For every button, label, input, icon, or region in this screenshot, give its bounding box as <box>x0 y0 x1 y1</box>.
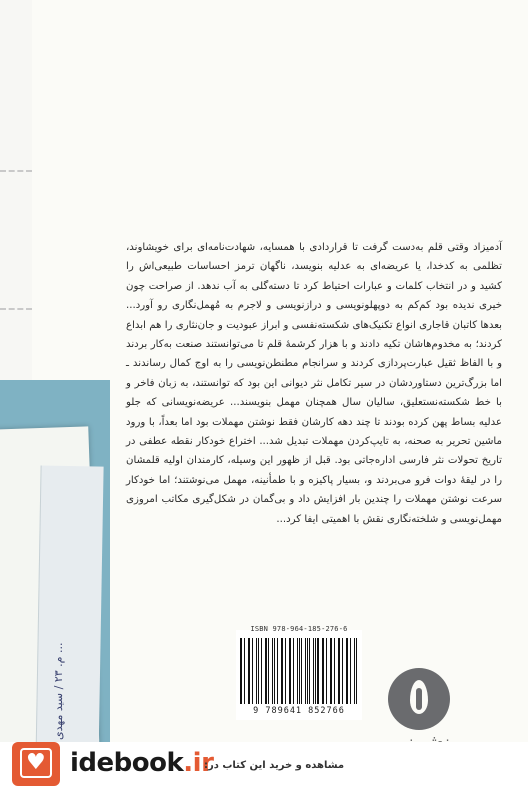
barcode-bar <box>244 638 245 704</box>
barcode-bar <box>272 638 273 704</box>
site-tld: .ir <box>183 748 214 778</box>
site-name: idebook <box>70 748 184 778</box>
barcode-bar <box>334 638 335 704</box>
heart-icon: ♥ <box>26 750 46 775</box>
barcode-bar <box>313 638 314 704</box>
barcode-bar <box>274 638 275 704</box>
watermark-caption: مشاهده و خرید این کتاب در: <box>204 760 345 771</box>
barcode-bar <box>350 638 351 704</box>
shopping-bag-icon[interactable] <box>12 742 60 786</box>
barcode-bar <box>290 638 291 704</box>
cut-line <box>0 170 32 172</box>
barcode-bar <box>339 638 340 704</box>
barcode-bar <box>317 638 318 704</box>
cut-line <box>0 308 32 310</box>
isbn-label: ISBN 978-964-185-276-6 <box>250 625 348 633</box>
barcode-bar <box>347 638 348 704</box>
barcode-bar <box>309 638 310 704</box>
barcode-bar <box>326 638 327 704</box>
watermark-site-link[interactable] <box>70 748 213 778</box>
barcode <box>240 638 358 704</box>
logo-seed-core <box>416 688 422 710</box>
barcode-bar <box>301 638 302 704</box>
blurb-text <box>126 238 502 529</box>
barcode-bar <box>252 638 253 704</box>
barcode-number: 9 789641 852766 <box>253 706 345 716</box>
barcode-bar <box>282 638 283 704</box>
blurb-paragraph: آدمیزاد وقتی قلم به‌دست گرفت تا قراردادی با همسایه، شهادت‌نامه‌ای برای خویشاوند، تظلمی به کدخدا، یا عریضه‌ای به عدلیه بنویسد، ناگهان ترمز احساسات طبیعی‌اش را کشید و در انتخاب کلمات و عبارات احتیاط کرد تا دسته‌گلی به آب ندهد. از صراحت چون خیری ندیده بود کم‌کم به دوپهلونویسی و درازنویسی و لاجرم به مُهمل‌نگاری رو آورد... بعدها کاتبان قاجاری انواع تکنیک‌های شکسته‌نفسی و ابراز عبودیت و جان‌نثاری را هم ابداع کردند؛ به مخدوم‌هاشان تکیه دادند و با هزار کرشمهٔ قلم تا می‌توانستند صنعت به‌کار بردند و با الفاظ ثقیل عبارت‌پردازی کردند و سرانجام مطنطن‌نویسی را به اوج کمال رساندند ـ اما بزرگ‌ترین دستاوردشان در سیر تکامل نثر دیوانی این بود که توانستند، به زبان فاخر و با خط شکسته‌نستعلیق، سالیان سال همچنان مهمل بنویسند... عریضه‌نویسانی که جلو عدلیه بساط پهن کرده بودند تا چند دهه کارشان فقط نوشتن مهملات بود اما بعداً، با ورود ماشین تحریر به صحنه، به تایپ‌کردن مهملات تبدیل شد... اختراع خودکار نقطه عطفی در تاریخ تحولات نثر فارسی اداره‌جاتی بود. قبل از ظهور این وسیله، کارمندان اولیه قلمشان را در لیقهٔ دوات فرو می‌بردند و، بسیار پاکیزه و با طمأنینه، مهمل می‌نوشتند؛ اما خودکار سرعت نوشتن مهملات را چندین بار افزایش داد و بی‌گمان در شکل‌گیری مکاتب امروزی مهمل‌نویسی و شلخته‌نگاری نقش با اهمیتی ایفا کرد... <box>126 242 502 525</box>
barcode-bar <box>258 638 259 704</box>
handwritten-note: م. ۲۳ / سید مهدی ... <box>52 642 65 740</box>
barcode-bar <box>293 638 294 704</box>
barcode-bar <box>261 638 262 704</box>
